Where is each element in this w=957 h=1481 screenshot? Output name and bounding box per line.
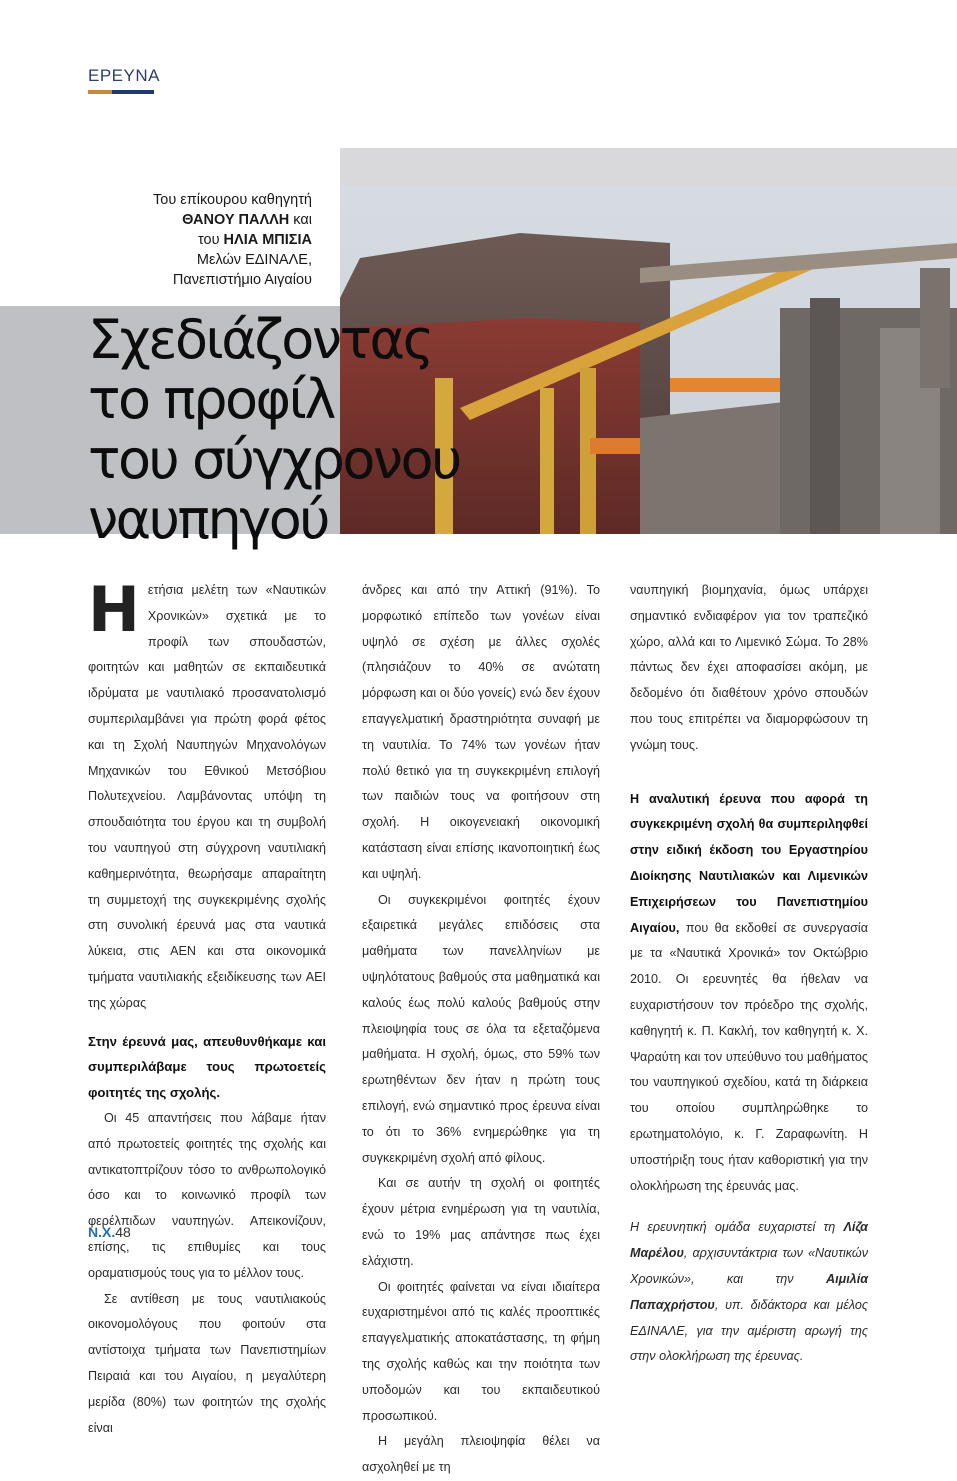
article-title — [88, 310, 460, 550]
page-number: 48 — [115, 1224, 131, 1240]
section-label: ΕΡΕΥΝΑ — [88, 66, 160, 85]
column-3 — [630, 578, 868, 1370]
title-line-4: ναυπηγού — [88, 488, 328, 551]
byline-line5: Πανεπιστήμιο Αιγαίου — [172, 272, 312, 288]
title-line-1: Σχεδιάζοντας — [88, 308, 432, 371]
paragraph: Και σε αυτήν τη σχολή οι φοιτητές έχουν μέτρια ενημέρωση για τη ναυτιλία, ενώ το 19% μας απάντησε πως έχει ελάχιστη. — [362, 1176, 600, 1268]
author-name-2: ΗΛΙΑ ΜΠΙΣΙΑ — [223, 232, 312, 248]
research-note: Η αναλυτική έρευνα που αφορά τη συγκεκριμένη σχολή θα συμπεριληφθεί στην ειδική έκδοση του Εργαστηρίου Διοίκησης Ναυτιλιακών και Λιμενικών Επιχειρήσεων του Πανεπιστημίου Αιγαίου, που θα εκδοθεί σε συνεργασία με τα «Ναυτικά Χρονικά» τον Οκτώβριο 2010. Οι ερευνητές θα ήθελαν να ευχαριστήσουν τον πρόεδρο της σχολής, καθηγητή κ. Π. Κακλή, τον καθηγητή κ. Χ. Ψαραύτη και τον υπεύθυνο του μαθήματος του ναυπηγικού σχεδίου, κατά τη διάρκεια του οποίου συμπληρώθηκε το ερωτηματολόγιο, κ. Γ. Ζαραφωνίτη. Η υποστήριξη τους ήταν καθοριστική για την ολοκλήρωση της έρευνάς μας. — [630, 791, 868, 1193]
paragraph: Οι 45 απαντήσεις που λάβαμε ήταν από πρωτοετείς φοιτητές της σχολής και αντικατοπτρίζουν τόσο το ανθρωπολογικό όσο και το κοινωνικό προφίλ των φερέλπιδων ναυπηγών. Απεικονίζουν, επίσης, τις επιθυμίες και τους οραματισμούς τους για το μέλλον τους. — [88, 1110, 326, 1280]
drop-cap: Η — [88, 573, 140, 646]
paragraph: Οι συγκεκριμένοι φοιτητές έχουν εξαιρετικά μεγάλες επιδόσεις στα μαθήματα των πανελληνίων με υψηλότατους βαθμούς στα μαθηματικά και καλούς έως πολύ καλούς βαθμούς στην πλειοψηφία τους σε όλα τα εξεταζόμενα μαθήματα. Η σχολή, όμως, στο 59% των ερωτηθέντων δεν ήταν η πρώτη τους επιλογή, ενώ σημαντικό προς έρευνα είναι το ότι το 36% ενημερώθηκε για τη συγκεκριμένη σχολή από φίλους. — [362, 892, 600, 1165]
paragraph: Οι φοιτητές φαίνεται να είναι ιδιαίτερα ευχαριστημένοι από τις καλές προοπτικές επαγγελματικής αποκατάστασης, τη φήμη της σχολής καθώς και την ποιότητα των υποδομών και του εκπαιδευτικού προσωπικού. — [362, 1279, 600, 1423]
byline-line3: του ΗΛΙΑ ΜΠΙΣΙΑ — [198, 232, 312, 248]
byline-line4: Μελών ΕΔΙΝΑΛΕ, — [196, 252, 312, 268]
byline-line1: Του επίκουρου καθηγητή — [152, 192, 312, 208]
title-line-3: του σύγχρονου — [88, 428, 460, 491]
column-2 — [362, 578, 600, 1481]
acknowledgement: Η ερευνητική ομάδα ευχαριστεί τη Λίζα Μαρέλου, αρχισυντάκτρια των «Ναυτικών Χρονικών», και την Αιμιλία Παπαχρήστου, υπ. διδάκτορα και μέλος ΕΔΙΝΑΛΕ, για την αμέριστη αρωγή της στην ολοκλήρωση της έρευνας. — [630, 1220, 868, 1364]
title-line-2: το προφίλ — [88, 368, 334, 431]
lead-bold: Στην έρευνά μας, απευθυνθήκαμε και συμπεριλάβαμε τους πρωτοετείς φοιτητές της σχολής. — [88, 1033, 326, 1101]
page-footer — [88, 1224, 131, 1240]
magazine-brand: Ν.Χ. — [88, 1224, 116, 1240]
byline — [153, 190, 312, 290]
byline-line2: ΘΑΝΟΥ ΠΑΛΛΗ και — [182, 212, 312, 228]
intro-paragraph: Ηετήσια μελέτη των «Ναυτικών Χρονικών» σχετικά με το προφίλ των σπουδαστών, φοιτητών και μαθητών σε εκπαιδευτικά ιδρύματα με ναυτιλιακό προσανατολισμό συμπεριλαμβάνει για πρώτη φορά φέτος και τη Σχολή Ναυπηγών Μηχανολόγων Μηχανικών του Εθνικού Μετσόβιου Πολυτεχνείου. Λαμβάνοντας υπόψη τη σπουδαιότητα του έργου και τη συμβολή του ναυπηγού στη σύγχρονη ναυτιλιακή καθημερινότητα, θεωρήσαμε απαραίτητη τη συμμετοχή της συγκεκριμένης σχολής στη συνολική έρευνά μας στα ναυτικά λύκεια, στις ΑΕΝ και στα οικονομικά τμήματα ναυτιλιακής εξειδίκευσης των ΑΕΙ της χώρας — [88, 573, 326, 1010]
column-1 — [88, 573, 326, 1441]
section-accent-bars — [88, 90, 154, 94]
paragraph: Η μεγάλη πλειοψηφία θέλει να ασχοληθεί με τη — [362, 1434, 600, 1475]
paragraph: Σε αντίθεση με τους ναυτιλιακούς οικονομολόγους που φοιτούν στα αντίστοιχα τμήματα των Πανεπιστημίων Πειραιά και του Αιγαίου, η μεγαλύτερη μερίδα (80%) των φοιτητών της σχολής είναι — [88, 1291, 326, 1435]
author-name-1: ΘΑΝΟΥ ΠΑΛΛΗ — [182, 212, 290, 228]
paragraph: ναυπηγική βιομηχανία, όμως υπάρχει σημαντικό ενδιαφέρον για τον τραπεζικό χώρο, αλλά και το Λιμενικό Σώμα. Το 28% πάντως δεν έχει αποφασίσει ακόμη, με δεδομένο ότι διαθέτουν χρόνο σπουδών που τους επιτρέπει να διαμορφώσουν τη γνώμη τους. — [630, 583, 868, 752]
paragraph: άνδρες και από την Αττική (91%). Το μορφωτικό επίπεδο των γονέων είναι υψηλό σε σχέση με άλλες σχολές (πλησιάζουν το 40% σε ανώτατη μόρφωση και οι δύο γονείς) ενώ δεν έχουν επαγγελματική δραστηριότητα συναφή με τη ναυτιλία. Το 74% των γονέων ήταν πολύ θετικό για τη συγκεκριμένη επιλογή των παιδιών τους να φοιτήσουν στη σχολή. Η οικογενειακή οικονομική κατάσταση είναι επίσης ικανοποιητική έως και υψηλή. — [362, 583, 600, 881]
